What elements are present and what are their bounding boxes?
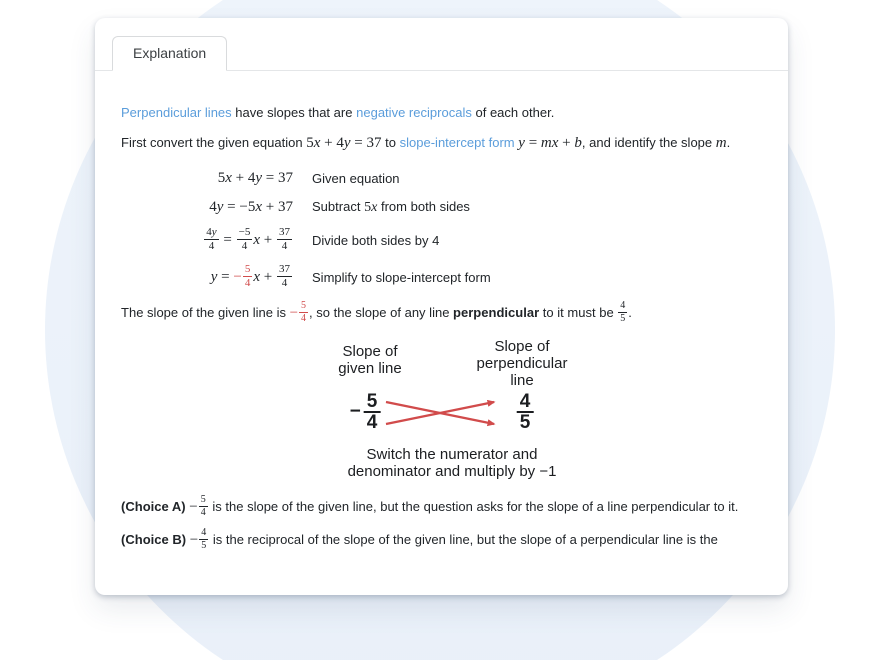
fraction: $\frac{4}{5}$ — [620, 300, 626, 324]
text-segment: x — [253, 268, 261, 285]
equation-desc-1 — [312, 171, 400, 186]
term-link[interactable]: Perpendicular lines — [121, 105, 232, 120]
text-segment: of each other. — [475, 105, 555, 120]
choice-a — [121, 496, 762, 519]
text-segment: − — [189, 531, 199, 548]
tab-explanation[interactable] — [112, 36, 227, 71]
text-segment: x — [253, 231, 261, 248]
fraction: $\frac{37}{4}$ — [279, 263, 290, 289]
text-segment: − — [233, 268, 242, 285]
equation-math-2 — [121, 199, 293, 216]
text-segment: − — [289, 304, 299, 321]
perpendicular-slope-fraction: 4 5 — [517, 394, 534, 430]
equation-desc-2 — [312, 199, 470, 216]
tab-explanation-label: Explanation — [133, 45, 207, 61]
text-segment: 5x + 4y = 37 — [306, 135, 382, 151]
text-segment: (Choice B) — [121, 531, 187, 547]
text-segment: + — [263, 231, 273, 248]
text-segment: Subtract — [312, 199, 361, 214]
text-segment: Divide both sides by 4 — [312, 233, 440, 248]
text-segment: (Choice A) — [121, 498, 186, 514]
fraction: $\frac{5}{4}$ — [244, 263, 251, 289]
equation-row-2 — [121, 199, 762, 216]
fraction: $\frac{37}{4}$ — [279, 226, 290, 252]
text-segment: Given equation — [312, 171, 400, 186]
text-segment: Simplify to slope-intercept form — [312, 270, 491, 285]
text-segment: , so the slope of any line — [309, 304, 450, 320]
text-segment: . — [726, 135, 731, 150]
slope-swap-diagram — [121, 338, 762, 484]
term-link[interactable]: slope-intercept form — [399, 135, 515, 150]
text-segment: from both sides — [380, 199, 470, 214]
given-line-label: Slope of given line — [338, 343, 402, 377]
text-segment: = — [223, 231, 232, 248]
perpendicular-line-label: Slope of perpendicular line — [476, 338, 568, 389]
equation-row-1 — [121, 170, 762, 187]
tab-bar — [95, 18, 788, 71]
choice-b — [121, 529, 762, 552]
text-segment: to — [385, 135, 396, 150]
text-segment: m — [715, 135, 727, 151]
equation-math-4 — [121, 265, 293, 290]
text-segment: First convert the given equation — [121, 135, 303, 150]
fraction: $\frac{4y}{4}$ — [206, 226, 217, 252]
fraction: $\frac{5}{4}$ — [200, 494, 206, 518]
text-segment: , and identify the slope — [581, 135, 713, 150]
fraction: $\frac{-5}{4}$ — [238, 226, 251, 252]
equation-math-1 — [121, 170, 293, 187]
text-segment: + — [263, 268, 273, 285]
equation-desc-4 — [312, 270, 491, 285]
convert-paragraph — [121, 134, 762, 152]
intro-paragraph — [121, 104, 762, 121]
explanation-content — [95, 71, 788, 552]
equation-math-3 — [121, 228, 293, 253]
explanation-card — [95, 18, 788, 595]
text-segment: y = — [210, 268, 230, 285]
text-segment: . — [628, 304, 632, 320]
given-slope-fraction: − $\frac{5}{4}$ — [350, 394, 381, 430]
text-segment: perpendicular — [453, 304, 540, 320]
diagram-caption: Switch the numerator and denominator and multiply by −1 — [347, 446, 557, 480]
swap-arrows-icon — [384, 397, 510, 429]
equation-desc-3 — [312, 233, 439, 248]
text-segment: to it must be — [542, 304, 614, 320]
text-segment: is the slope of the given line, but the question asks for the slope of a line perpendicular to it. — [212, 498, 739, 514]
text-segment: − — [189, 498, 198, 515]
text-segment: have slopes that are — [235, 105, 353, 120]
term-link[interactable]: negative reciprocals — [356, 105, 472, 120]
text-segment: 5x — [364, 200, 378, 215]
text-segment: The slope of the given line is — [121, 304, 286, 320]
slope-paragraph — [121, 302, 762, 325]
fraction: $\frac{4}{5}$ — [201, 527, 207, 551]
text-segment: 4y = −5x + 37 — [209, 199, 293, 215]
text-segment: 5x + 4y = 37 — [217, 170, 293, 186]
equation-row-3 — [121, 228, 762, 253]
equation-steps — [121, 170, 762, 290]
fraction: $\frac{5}{4}$ — [301, 300, 307, 324]
text-segment: y = mx + b — [518, 135, 582, 151]
equation-row-4 — [121, 265, 762, 290]
text-segment: is the reciprocal of the slope of the given line, but the slope of a perpendicular line is the — [212, 531, 718, 547]
